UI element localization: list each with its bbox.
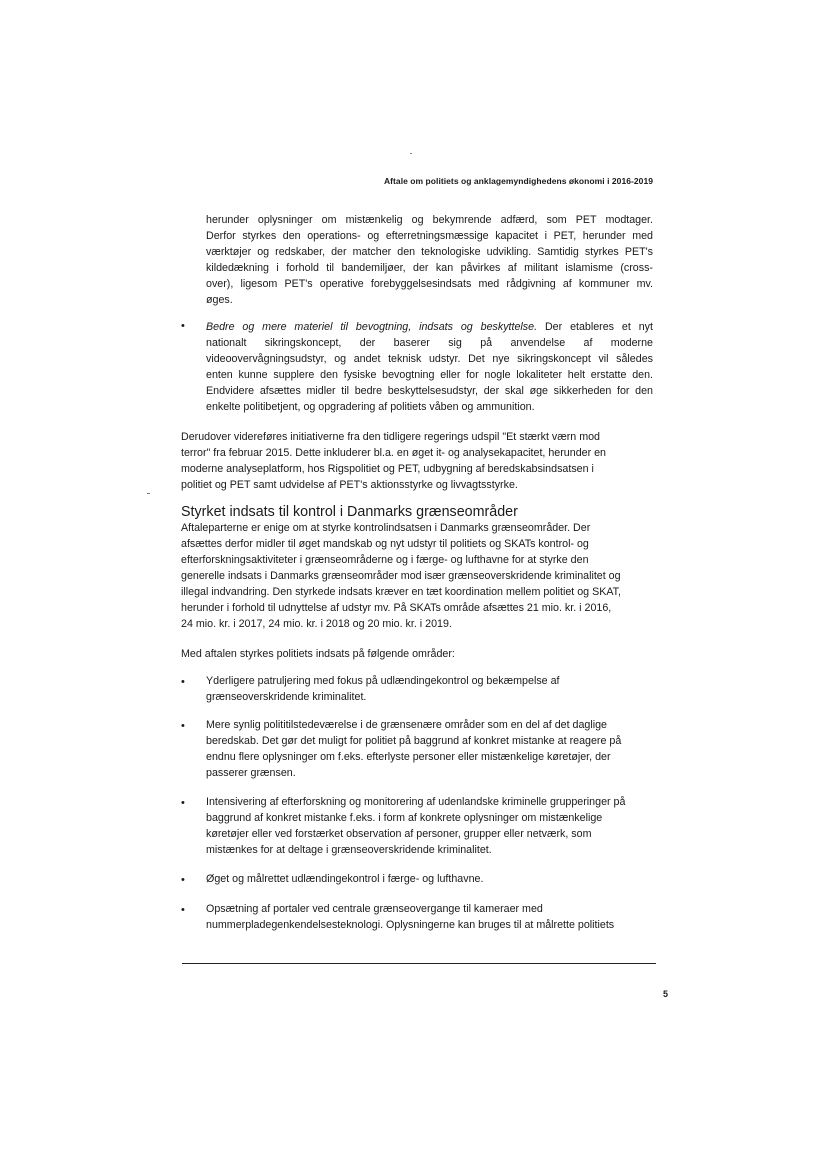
bullet-marker: •	[181, 797, 185, 809]
text-fragment: Der etableres et nyt	[537, 321, 653, 333]
text-line: 24 mio. kr. i 2017, 24 mio. kr. i 2018 og 20 mio. kr. i 2019.	[181, 618, 452, 630]
scan-speck	[410, 153, 412, 154]
text-line: herunder oplysninger om mistænkelig og bekymrende adfærd, som PET modtager.	[206, 214, 653, 226]
bullet-marker: •	[181, 676, 185, 688]
scan-speck	[147, 493, 150, 494]
text-line: køretøjer eller ved forstærket observation af personer, grupper eller netværk, som	[206, 828, 592, 840]
text-line: nummerpladegenkendelsesteknologi. Oplysningerne kan bruges til at målrette politiets	[206, 919, 615, 931]
bullet-title: Bedre og mere materiel til bevogtning, indsats og beskyttelse.	[206, 321, 538, 333]
bullet-marker: •	[181, 904, 185, 916]
text-line: beredskab. Det gør det muligt for politiet på baggrund af konkret mistanke at reagere på	[206, 735, 622, 747]
text-line: Intensivering af efterforskning og monitorering af udenlandske kriminelle grupperinger på	[206, 796, 626, 808]
text-line: passerer grænsen.	[206, 767, 296, 779]
text-line: grænseoverskridende kriminalitet.	[206, 691, 367, 703]
text-line: herunder i forhold til udnyttelse af udstyr mv. På SKATs område afsættes 21 mio. kr. i 2016,	[181, 602, 612, 614]
text-line: efterforskningsaktiviteter i grænseområderne og i færge- og lufthavne for at styrke den	[181, 554, 589, 566]
text-line: videoovervågningsudstyr, og andet teknisk udstyr. Det nye sikringskoncept vil således	[206, 353, 653, 365]
text-line: Mere synlig polititilstedeværelse i de grænsenære områder som en del af det daglige	[206, 719, 607, 731]
text-line: nationalt sikringskoncept, der baserer sig på anvendelse af moderne	[206, 337, 653, 349]
text-line: Endvidere afsættes midler til bedre beskyttelsesudstyr, der skal øge sikkerheden for den	[206, 385, 653, 397]
text-line: værktøjer og redskaber, der matcher den teknologiske udvikling. Samtidig styrkes PET's	[206, 246, 653, 258]
text-line: Derudover videreføres initiativerne fra den tidligere regerings udspil "Et stærkt værn mod	[181, 431, 601, 443]
section-intro: Med aftalen styrkes politiets indsats på følgende områder:	[181, 648, 455, 660]
text-line: enkelte politibetjent, og opgradering af politiets våben og ammunition.	[206, 401, 535, 413]
bullet-first-line	[206, 320, 653, 336]
text-line: over), ligesom PET's operative forebyggelsesindsats med rådgivning af kommuner mv.	[206, 278, 653, 290]
text-line: baggrund af konkret mistanke f.eks. i form af konkrete oplysninger om mistænkelige	[206, 812, 603, 824]
text-line: Aftaleparterne er enige om at styrke kontrolindsatsen i Danmarks grænseområder. Der	[181, 522, 591, 534]
text-line: illegal indvandring. Den styrkede indsats kræver en tæt koordination mellem politiet og SKAT,	[181, 586, 621, 598]
text-line: terror" fra februar 2015. Dette inkluderer bl.a. en øget it- og analysekapacitet, herunder en	[181, 447, 607, 459]
text-line: øges.	[206, 294, 233, 306]
text-line: mistænkes for at deltage i grænseoverskridende kriminalitet.	[206, 844, 492, 856]
text-line: Opsætning af portaler ved centrale grænseovergange til kameraer med	[206, 903, 543, 915]
text-line: afsættes derfor midler til øget mandskab og nyt udstyr til politiets og SKATs kontrol- og	[181, 538, 589, 550]
running-header: Aftale om politiets og anklagemyndighedens økonomi i 2016-2019	[383, 176, 653, 186]
text-line: kildedækning i forhold til bandemiljøer, der kan påvirkes af militant islamisme (cross-	[206, 262, 653, 274]
footer-rule	[182, 963, 656, 964]
text-line: Yderligere patruljering med fokus på udlændingekontrol og bekæmpelse af	[206, 675, 560, 687]
text-line: moderne analyseplatform, hos Rigspolitiet og PET, udbygning af beredskabsindsatsen i	[181, 463, 594, 475]
text-line: generelle indsats i Danmarks grænseområder mod især grænseoverskridende kriminalitet og	[181, 570, 621, 582]
text-line: endnu flere oplysninger om f.eks. efterlyste personer eller mistænkelige køretøjer, der	[206, 751, 611, 763]
text-line: politiet og PET samt udvidelse af PET's aktionsstyrke og livvagtsstyrke.	[181, 479, 518, 491]
bullet-marker: •	[181, 720, 185, 732]
page-number: 5	[663, 989, 669, 999]
bullet-marker: •	[181, 320, 185, 332]
section-heading: Styrket indsats til kontrol i Danmarks grænseområder	[181, 504, 518, 520]
bullet-marker: •	[181, 874, 185, 886]
text-line: enten kunne supplere den fysiske bevogtning eller for nogle lokaliteter helt erstatte den.	[206, 369, 653, 381]
text-line: Øget og målrettet udlændingekontrol i færge- og lufthavne.	[206, 873, 484, 885]
text-line: Derfor styrkes den operations- og efterretningsmæssige kapacitet i PET, herunder med	[206, 230, 653, 242]
